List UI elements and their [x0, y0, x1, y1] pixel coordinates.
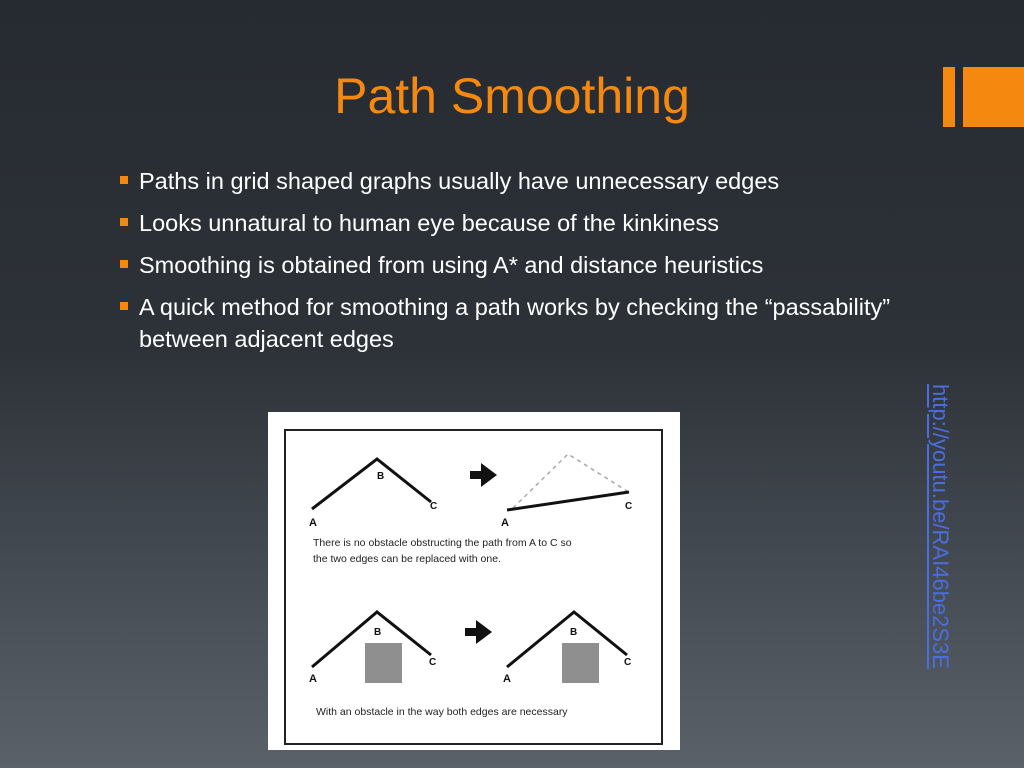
point-label-a: A [503, 673, 511, 685]
bullet-list [118, 165, 908, 365]
slide-title: Path Smoothing [334, 68, 690, 124]
path-smoothing-figure [268, 412, 680, 750]
bullet-text: Paths in grid shaped graphs usually have unnecessary edges [139, 168, 780, 194]
point-label-a: A [309, 517, 317, 529]
bullet-item [118, 291, 908, 355]
bullet-text: Smoothing is obtained from using A* and distance heuristics [139, 252, 764, 278]
point-label-b: B [377, 471, 385, 482]
bullet-marker-icon [120, 302, 128, 310]
point-label-c: C [624, 657, 632, 668]
right-arrow-icon [465, 620, 492, 644]
bullet-marker-icon [120, 218, 128, 226]
bullet-item [118, 207, 908, 239]
caption-top-line2: the two edges can be replaced with one. [313, 553, 501, 565]
bullet-marker-icon [120, 260, 128, 268]
bullet-text: Looks unnatural to human eye because of the kinkiness [139, 210, 720, 236]
video-link[interactable]: http://youtu.be/RAI46be2S3E [928, 384, 953, 669]
caption-bottom: With an obstacle in the way both edges are necessary [316, 706, 568, 718]
title-accent-bar-thin [943, 67, 955, 127]
point-label-b: B [570, 627, 578, 638]
point-label-a: A [501, 517, 509, 529]
bullet-marker-icon [120, 176, 128, 184]
bullet-item [118, 249, 908, 281]
point-label-c: C [429, 657, 437, 668]
point-label-b: B [374, 627, 382, 638]
point-label-c: C [430, 501, 438, 512]
right-arrow-icon [470, 463, 497, 487]
bullet-item [118, 165, 908, 197]
smoothed-path-line [507, 492, 629, 510]
obstacle-block [365, 643, 402, 683]
point-label-a: A [309, 673, 317, 685]
original-path-line [312, 459, 431, 509]
caption-top-line1: There is no obstacle obstructing the path from A to C so [313, 537, 572, 549]
bullet-text: A quick method for smoothing a path works by checking the “passability” between adjacent edges [139, 294, 891, 352]
title-accent-bar-wide [963, 67, 1024, 127]
obstacle-block [562, 643, 599, 683]
point-label-c: C [625, 501, 633, 512]
